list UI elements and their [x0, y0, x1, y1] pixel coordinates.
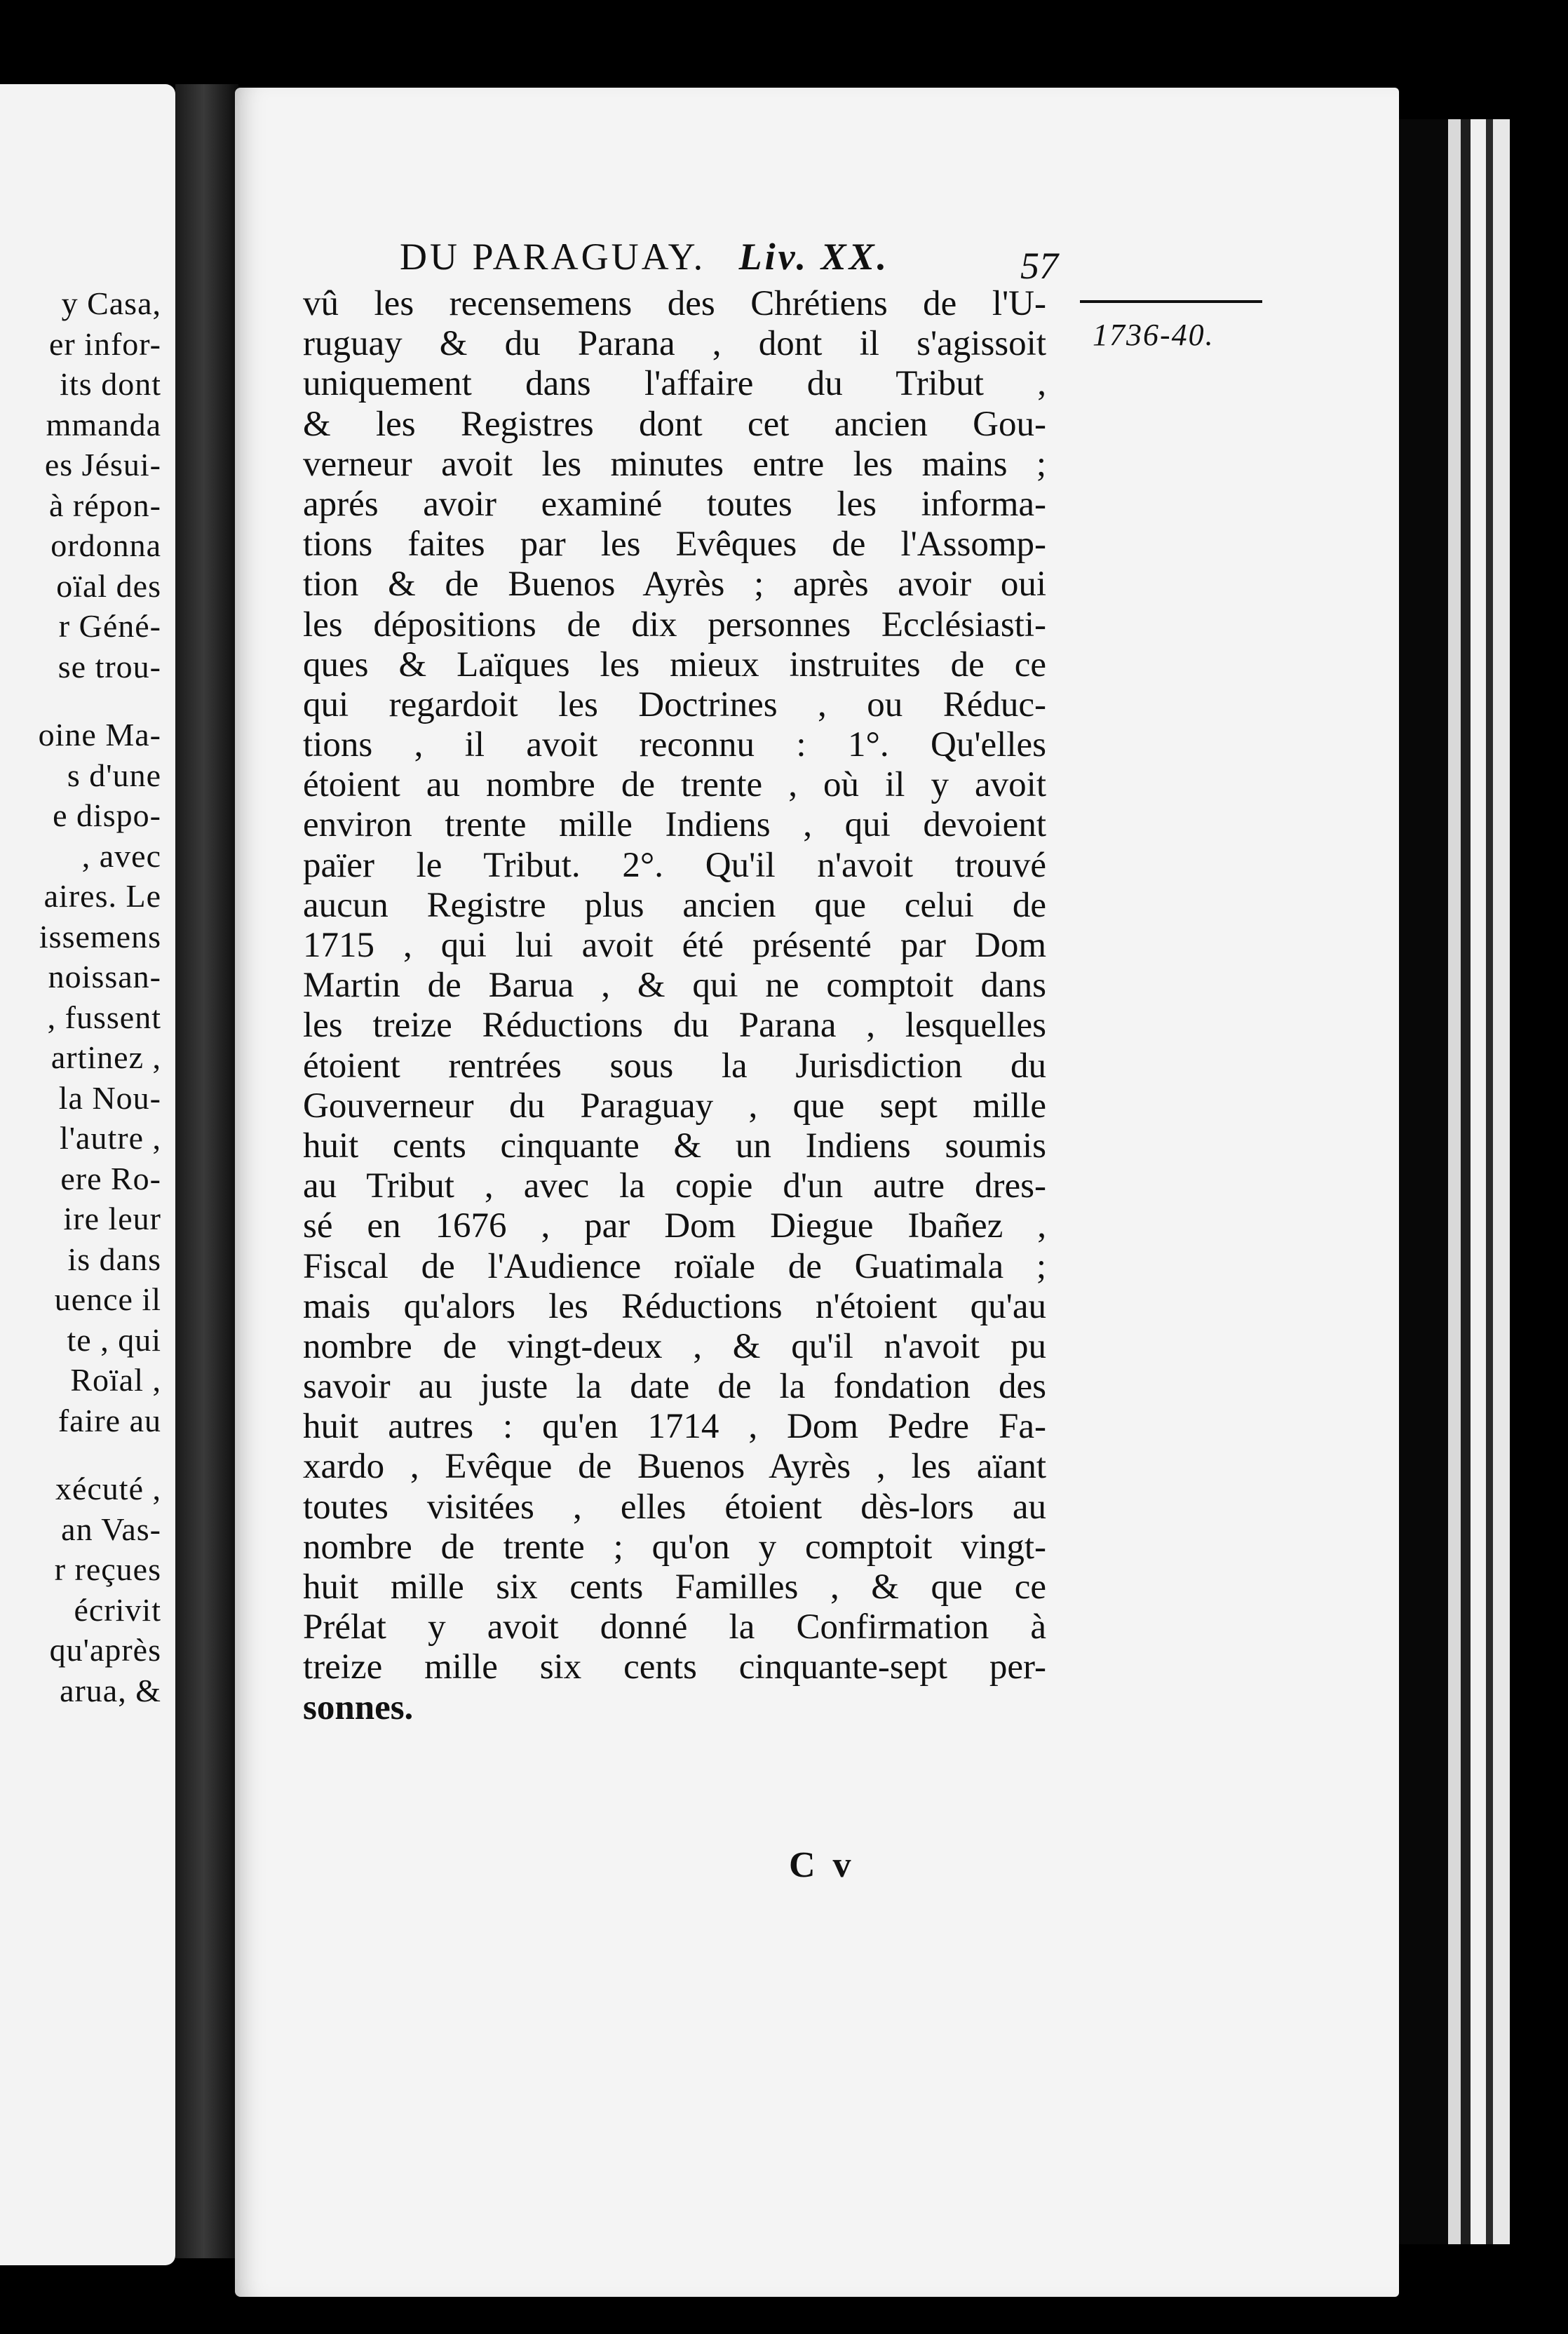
left-page-line-fragment: s d'une: [67, 757, 161, 793]
left-page-line-fragment: r Géné-: [58, 608, 161, 644]
left-page-line-fragment: qu'après: [49, 1632, 161, 1668]
left-page-line-fragment: is dans: [67, 1241, 161, 1277]
left-page-line-fragment: an Vas-: [61, 1511, 161, 1547]
page-edge: [1399, 119, 1448, 2244]
page-edge: [1461, 119, 1471, 2244]
running-head-book: Liv. XX.: [738, 236, 890, 278]
text-line: nombre de trente ; qu'on y comptoit vingt-: [303, 1527, 1046, 1567]
text-line: aucun Registre plus ancien que celui de: [303, 885, 1046, 925]
running-head: [400, 235, 1101, 284]
text-line: païer le Tribut. 2°. Qu'il n'avoit trouvé: [303, 845, 1046, 885]
left-page-line-fragment: ordonna: [50, 527, 161, 563]
text-line: huit mille six cents Familles , & que ce: [303, 1567, 1046, 1607]
text-line: Fiscal de l'Audience roïale de Guatimala ;: [303, 1246, 1046, 1286]
text-line: qui regardoit les Doctrines , ou Réduc-: [303, 684, 1046, 724]
page-edge: [1486, 119, 1493, 2244]
text-line: tions , il avoit reconnu : 1°. Qu'elles: [303, 725, 1046, 765]
text-line: toutes visitées , elles étoient dès-lors au: [303, 1487, 1046, 1527]
page-number: 57: [1020, 245, 1058, 287]
margin-date-note: 1736-40.: [1093, 318, 1215, 352]
left-page-line-fragment: , fussent: [47, 999, 161, 1035]
left-page-line-fragment: écrivit: [74, 1591, 161, 1628]
left-page-line-fragment: faire au: [58, 1402, 161, 1438]
left-page: [0, 84, 175, 2265]
page-edge: [1493, 119, 1510, 2244]
text-line: environ trente mille Indiens , qui devoient: [303, 805, 1046, 845]
left-page-line-fragment: se trou-: [58, 648, 161, 684]
left-page-line-fragment: its dont: [60, 366, 161, 402]
text-line: Martin de Barua , & qui ne comptoit dans: [303, 966, 1046, 1006]
left-page-line-fragment: , avec: [81, 837, 161, 874]
text-line: aprés avoir examiné toutes les informa-: [303, 484, 1046, 524]
left-page-line-fragment: artinez ,: [50, 1039, 161, 1075]
left-page-line-fragment: mmanda: [46, 406, 161, 443]
left-page-line-fragment: e dispo-: [53, 797, 161, 833]
left-page-line-fragment: es Jésui-: [44, 447, 161, 483]
left-page-line-fragment: r reçues: [54, 1551, 161, 1587]
left-page-line-fragment: à répon-: [49, 487, 161, 523]
left-page-line-fragment: noissan-: [48, 959, 161, 994]
text-line: huit autres : qu'en 1714 , Dom Pedre Fa-: [303, 1407, 1046, 1447]
text-line: étoient rentrées sous la Jurisdiction du: [303, 1046, 1046, 1086]
text-line: ques & Laïques les mieux instruites de ce: [303, 645, 1046, 684]
text-line: les treize Réductions du Parana , lesquelles: [303, 1006, 1046, 1046]
page-edge: [1448, 119, 1461, 2244]
page-edge: [1471, 119, 1486, 2244]
left-page-line-fragment: issemens: [39, 918, 161, 954]
text-line: ruguay & du Parana , dont il s'agissoit: [303, 324, 1046, 364]
left-page-line-fragment: arua, &: [60, 1672, 161, 1708]
text-line: tion & de Buenos Ayrès ; après avoir oui: [303, 565, 1046, 605]
text-line: tions faites par les Evêques de l'Assomp-: [303, 525, 1046, 565]
left-page-line-fragment: oïal des: [56, 567, 161, 604]
text-line: uniquement dans l'affaire du Tribut ,: [303, 364, 1046, 404]
text-line: Prélat y avoit donné la Confirmation à: [303, 1607, 1046, 1647]
text-line: savoir au juste la date de la fondation des: [303, 1367, 1046, 1407]
text-line: verneur avoit les minutes entre les mains ;: [303, 444, 1046, 484]
text-line: & les Registres dont cet ancien Gou-: [303, 404, 1046, 444]
text-line: sonnes.: [303, 1687, 414, 1727]
left-page-line-fragment: aires. Le: [43, 878, 161, 914]
text-line: 1715 , qui lui avoit été présenté par Dom: [303, 926, 1046, 965]
text-line: les dépositions de dix personnes Ecclésiasti-: [303, 605, 1046, 645]
text-line: xardo , Evêque de Buenos Ayrès , les aïant: [303, 1447, 1046, 1487]
text-line: nombre de vingt-deux , & qu'il n'avoit pu: [303, 1326, 1046, 1366]
left-page-line-fragment: te , qui: [67, 1321, 161, 1358]
catchword: C v: [789, 1845, 856, 1885]
left-page-line-fragment: oine Ma-: [38, 717, 161, 753]
left-page-line-fragment: uence il: [54, 1281, 161, 1317]
text-line: Gouverneur du Paraguay , que sept mille: [303, 1086, 1046, 1126]
text-line: treize mille six cents cinquante-sept per-: [303, 1647, 1046, 1687]
text-line: vû les recensemens des Chrétiens de l'U-: [303, 284, 1046, 323]
text-line: mais qu'alors les Réductions n'étoient qu'au: [303, 1286, 1046, 1326]
body-text: [303, 284, 1046, 1728]
text-line: étoient au nombre de trente , où il y avoit: [303, 765, 1046, 805]
left-page-line-fragment: er infor-: [48, 325, 161, 362]
text-line: huit cents cinquante & un Indiens soumis: [303, 1126, 1046, 1166]
left-page-line-fragment: y Casa,: [61, 285, 161, 321]
running-head-title: DU PARAGUAY.: [400, 236, 706, 278]
left-page-line-fragment: l'autre ,: [59, 1120, 161, 1156]
book-gutter: [175, 84, 238, 2258]
left-page-line-fragment: xécuté ,: [55, 1471, 161, 1506]
margin-rule: [1080, 300, 1262, 303]
text-line: au Tribut , avec la copie d'un autre dres-: [303, 1166, 1046, 1206]
left-page-line-fragment: ire leur: [63, 1201, 161, 1236]
left-page-line-fragment: la Nou-: [58, 1079, 161, 1116]
left-page-line-fragment: ere Ro-: [60, 1160, 161, 1196]
left-page-line-fragment: Roïal ,: [70, 1362, 161, 1398]
text-line: sé en 1676 , par Dom Diegue Ibañez ,: [303, 1206, 1046, 1246]
